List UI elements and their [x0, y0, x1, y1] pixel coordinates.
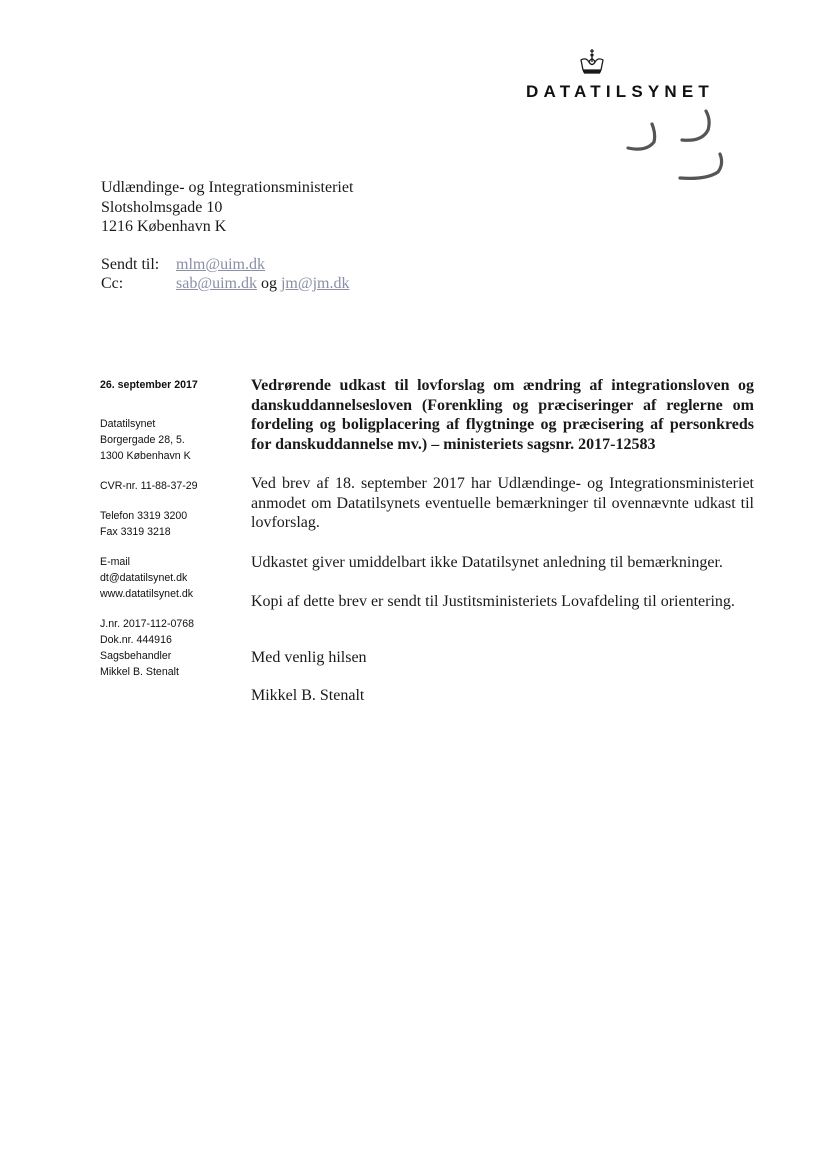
address-line: Slotsholmsgade 10 [101, 198, 223, 216]
sent-to-label: Sendt til: [101, 256, 160, 273]
letter-paragraph: Ved brev af 18. september 2017 har Udlændinge- og Integrationsministeriet anmodet om Datatilsynets eventuelle bemærkninger til ovennævnte udkast til lovforslag. [251, 475, 754, 532]
letter-closing [251, 648, 754, 706]
recipient-address [101, 178, 353, 237]
sent-to-email-link[interactable]: mlm@uim.dk [176, 256, 265, 273]
sender-website[interactable]: www.datatilsynet.dk [100, 588, 194, 600]
cc-label: Cc: [101, 275, 124, 292]
email-label: E-mail [100, 556, 131, 568]
sender-fax: Fax 3319 3218 [100, 526, 171, 538]
document-number: Dok.nr. 444916 [100, 634, 172, 646]
greeting: Med venlig hilsen [251, 648, 367, 666]
handwritten-initials [616, 108, 732, 188]
cc-joiner-text: og [260, 275, 277, 292]
letter-subject: Vedrørende udkast til lovforslag om ændring af integrationsloven og danskuddannelsesloven (Forenkling og præciseringer af reglerne om fordeling og boligplacering af flygtninge og præcisering af personkreds for danskuddannelse mv.) – ministeriets sagsnr. 2017-12583 [251, 377, 754, 453]
letter-paragraph: Kopi af dette brev er sendt til Justitsministeriets Lovafdeling til orientering. [251, 593, 735, 611]
sender-cvr: CVR-nr. 11-88-37-29 [100, 480, 198, 492]
sent-to-row [101, 255, 349, 274]
org-logo-text: DATATILSYNET [526, 82, 714, 101]
letter-paragraph: Udkastet giver umiddelbart ikke Datatilsynet anledning til bemærkninger. [251, 553, 723, 571]
crown-icon [577, 48, 607, 78]
recipient-emails [101, 255, 349, 293]
cc-joiner [257, 274, 281, 293]
letter-date: 26. september 2017 [100, 379, 198, 391]
sender-sidebar [100, 377, 245, 694]
journal-number: J.nr. 2017-112-0768 [100, 618, 195, 630]
sender-street: Borgergade 28, 5. [100, 434, 185, 446]
address-line: Udlændinge- og Integrationsministeriet [101, 179, 354, 196]
cc-email-link-2[interactable]: jm@jm.dk [280, 275, 350, 292]
sender-org: Datatilsynet [100, 418, 156, 430]
letter-body [251, 376, 754, 706]
sender-city: 1300 København K [100, 450, 191, 462]
case-handler-name: Mikkel B. Stenalt [100, 666, 179, 678]
sender-phone: Telefon 3319 3200 [100, 510, 188, 522]
cc-row [101, 274, 349, 293]
sender-email[interactable]: dt@datatilsynet.dk [100, 572, 188, 584]
address-line: 1216 København K [101, 218, 227, 235]
cc-email-link-1[interactable]: sab@uim.dk [176, 275, 257, 292]
signature-name: Mikkel B. Stenalt [251, 687, 365, 705]
case-handler-label: Sagsbehandler [100, 650, 172, 662]
